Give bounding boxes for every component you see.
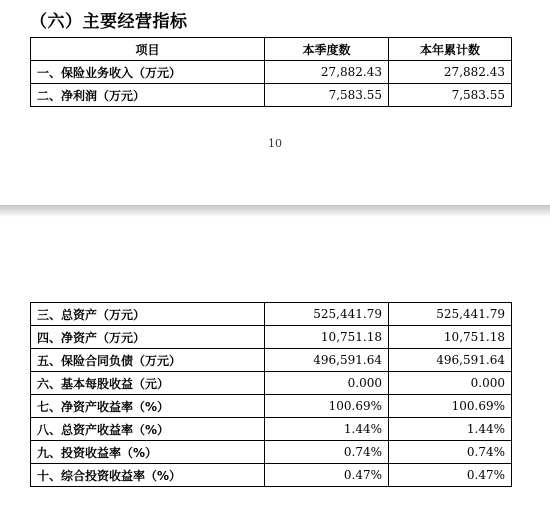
metrics-table-part2 [30,302,512,487]
row-quarter-value: 0.000 [265,372,389,395]
row-ytd-value: 0.47% [389,464,512,487]
row-label: 四、净资产（万元） [31,326,265,349]
row-ytd-value: 100.69% [389,395,512,418]
table-header-row [31,38,512,61]
row-quarter-value: 0.74% [265,441,389,464]
row-label: 七、净资产收益率（%） [31,395,265,418]
table-row [31,441,512,464]
row-quarter-value: 496,591.64 [265,349,389,372]
table-row [31,303,512,326]
table-row [31,349,512,372]
row-quarter-value: 1.44% [265,418,389,441]
table-row [31,418,512,441]
row-label: 八、总资产收益率（%） [31,418,265,441]
row-label: 五、保险合同负债（万元） [31,349,265,372]
row-ytd-value: 496,591.64 [389,349,512,372]
row-quarter-value: 7,583.55 [265,84,389,107]
metrics-table-part1 [30,37,512,107]
row-quarter-value: 525,441.79 [265,303,389,326]
row-label: 九、投资收益率（%） [31,441,265,464]
header-ytd: 本年累计数 [389,38,512,61]
table-row [31,464,512,487]
table-row [31,326,512,349]
row-ytd-value: 525,441.79 [389,303,512,326]
row-ytd-value: 7,583.55 [389,84,512,107]
header-quarter: 本季度数 [265,38,389,61]
row-ytd-value: 10,751.18 [389,326,512,349]
table-row [31,395,512,418]
section-title: （六）主要经营指标 [30,12,188,32]
row-ytd-value: 27,882.43 [389,61,512,84]
header-item: 项目 [31,38,265,61]
row-ytd-value: 1.44% [389,418,512,441]
row-quarter-value: 100.69% [265,395,389,418]
row-quarter-value: 27,882.43 [265,61,389,84]
row-quarter-value: 0.47% [265,464,389,487]
table-row [31,372,512,395]
page-number: 10 [268,137,282,150]
row-ytd-value: 0.74% [389,441,512,464]
row-label: 十、综合投资收益率（%） [31,464,265,487]
page-break-divider [0,205,550,217]
row-label: 二、净利润（万元） [31,84,265,107]
table-row [31,84,512,107]
row-label: 三、总资产（万元） [31,303,265,326]
row-quarter-value: 10,751.18 [265,326,389,349]
row-label: 一、保险业务收入（万元） [31,61,265,84]
row-label: 六、基本每股收益（元） [31,372,265,395]
table-row [31,61,512,84]
row-ytd-value: 0.000 [389,372,512,395]
